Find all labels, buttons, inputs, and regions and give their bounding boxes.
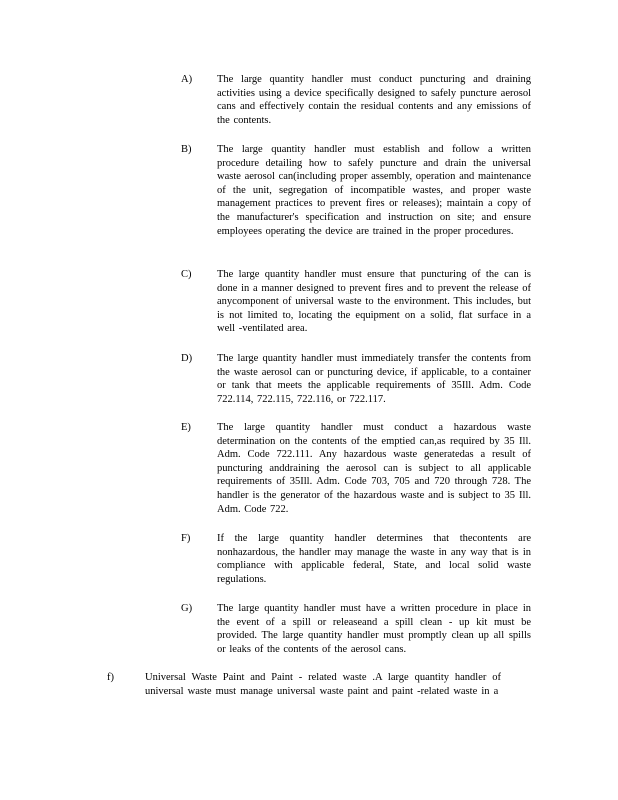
subsection-text: The large quantity handler must immediately transfer the contents from the waste aerosol can or puncturing device, if applicable, to a container or tank that meets the applicable requirements of 35Ill. Adm. Code 722.114, 722.115, 722.116, or 722.117. xyxy=(217,353,531,405)
subsection-text: The large quantity handler must ensure that puncturing of the can is done in a manner designed to prevent fires and to prevent the release of anycomponent of universal waste to the environment. This includes, but is not limited to, locating the equipment on a solid, flat surface in a well -ventilated area. xyxy=(217,269,531,335)
subsection-text: The large quantity handler must conduct puncturing and draining activities using a device specifically designed to safely puncture aerosol cans and effectively contain the residual contents and any emissions of the contents. xyxy=(217,74,531,126)
subsection-text: The large quantity handler must conduct a hazardous waste determination on the contents of the emptied can,as required by 35 Ill. Adm. Code 722.111. Any hazardous waste generatedas a result of puncturing anddraining the aerosol can is subject to all applicable requirements of 35Ill. Adm. Code 703, 705 and 720 through 728. The handler is the generator of the hazardous waste and is subject to 35 Ill. Adm. Code 722. xyxy=(217,422,531,515)
subsection-text: The large quantity handler must have a written procedure in place in the event of a spill or releaseand a spill clean - up kit must be provided. The large quantity handler must promptly clean up all spills or leaks of the contents of the aerosol cans. xyxy=(217,603,531,655)
subsection-label: C) xyxy=(181,269,192,280)
subsection-text: If the large quantity handler determines that thecontents are nonhazardous, the handler may manage the waste in any way that is in compliance with applicable federal, State, and local solid waste regulations. xyxy=(217,533,531,585)
paragraph-text: Universal Waste Paint and Paint - related waste .A large quantity handler of universal waste must manage universal waste paint and paint -related waste in a xyxy=(145,672,501,697)
subsection-label: E) xyxy=(181,422,191,433)
subsection-text: The large quantity handler must establish and follow a written procedure detailing how to safely puncture and drain the universal waste aerosol can(including proper assembly, operation and maintenance of the unit, segregation of incompatible wastes, and proper waste management practices to prevent fires or releases); maintain a copy of the manufacturer's specification and instruction on site; and ensure employees operating the device are trained in the proper procedures. xyxy=(217,144,531,237)
paragraph-label: f) xyxy=(107,672,114,683)
subsection-label: G) xyxy=(181,603,193,614)
subsection-label: A) xyxy=(181,74,193,85)
subsection-label: F) xyxy=(181,533,191,544)
subsection-label: B) xyxy=(181,144,192,155)
subsection-label: D) xyxy=(181,353,193,364)
